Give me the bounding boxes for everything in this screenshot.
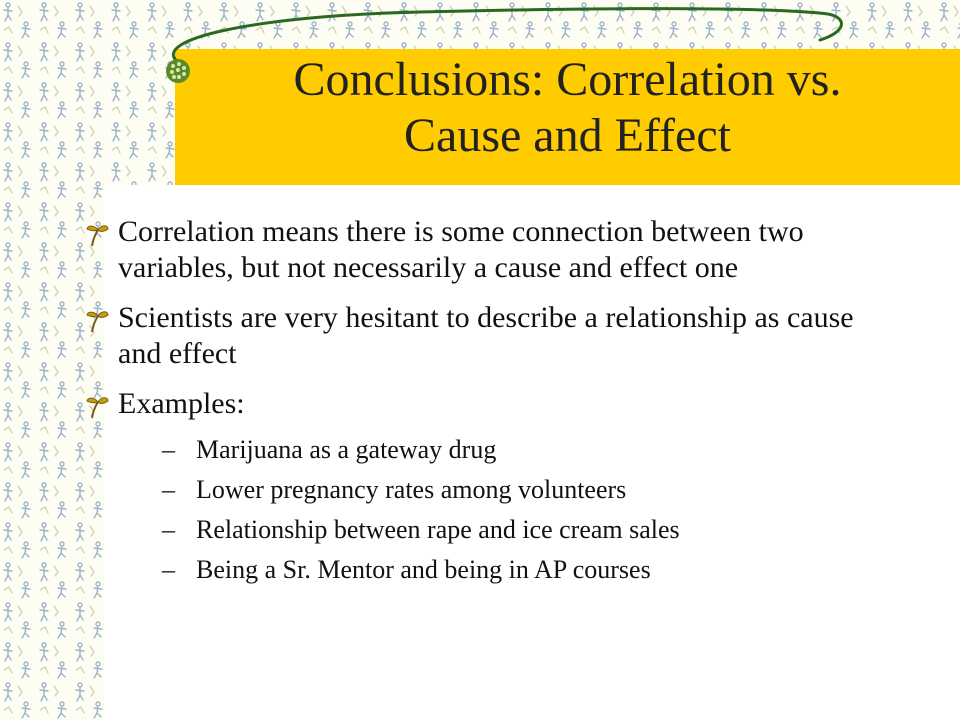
list-item <box>118 510 884 550</box>
examples-list <box>118 430 884 590</box>
dash-marker: – <box>162 515 175 544</box>
dash-marker: – <box>162 555 175 584</box>
bullet-item <box>84 300 884 372</box>
dash-marker: – <box>162 475 175 504</box>
list-item <box>118 550 884 590</box>
bullet-item <box>84 386 884 590</box>
title-line-2: Cause and Effect <box>404 109 731 162</box>
bullet-text: Scientists are very hesitant to describe a relationship as cause and effect <box>118 301 854 370</box>
list-item <box>118 470 884 510</box>
bullet-list <box>84 214 884 604</box>
list-item <box>118 430 884 470</box>
example-text: Marijuana as a gateway drug <box>196 435 497 464</box>
example-text: Relationship between rape and ice cream sales <box>196 515 680 544</box>
bullet-text: Examples: <box>118 387 245 420</box>
bullet-text: Correlation means there is some connection between two variables, but not necessarily a cause and effect one <box>118 215 804 284</box>
sprout-icon <box>84 307 110 335</box>
slide-title <box>175 52 960 164</box>
bullet-item <box>84 214 884 286</box>
title-line-1: Conclusions: Correlation vs. <box>293 53 842 106</box>
example-text: Being a Sr. Mentor and being in AP courses <box>196 555 651 584</box>
sprout-icon <box>84 393 110 421</box>
example-text: Lower pregnancy rates among volunteers <box>196 475 627 504</box>
sprout-icon <box>84 221 110 249</box>
dash-marker: – <box>162 435 175 464</box>
